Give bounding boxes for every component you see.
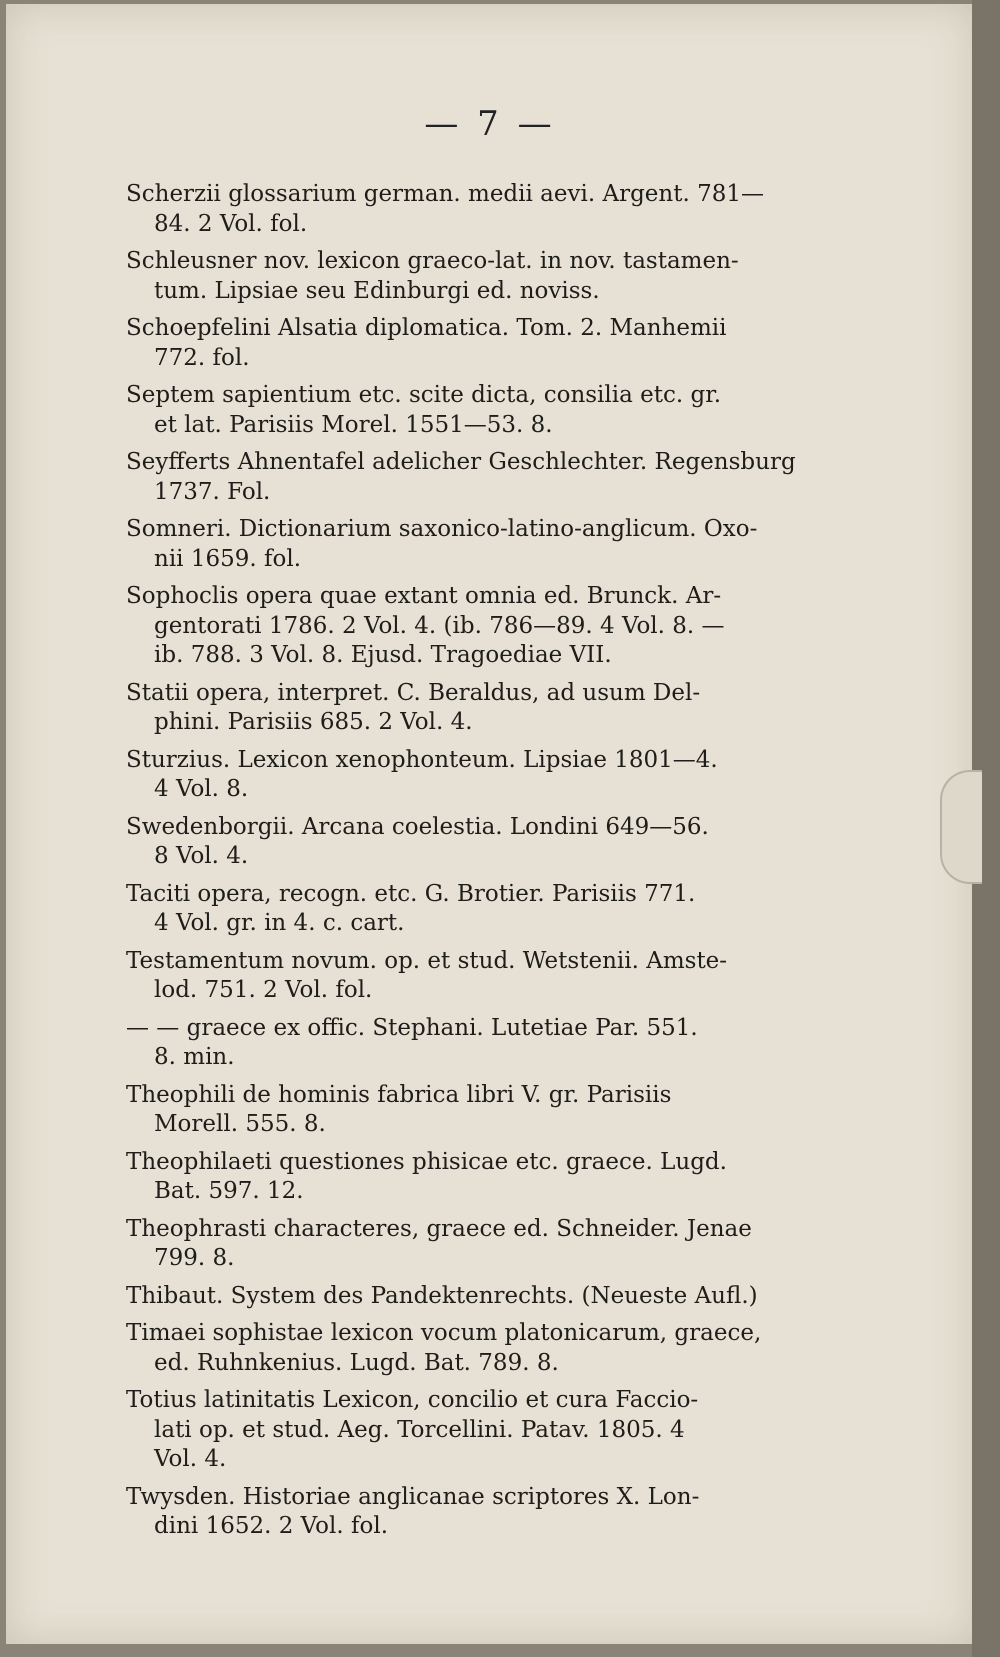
catalogue-entry: Twysden. Historiae anglicanae scriptores X. Lon- dini 1652. 2 Vol. fol. — [126, 1483, 700, 1539]
catalogue-entry: Somneri. Dictionarium saxonico-latino-anglicum. Oxo- nii 1659. fol. — [126, 516, 758, 572]
catalogue-entry: Taciti opera, recogn. etc. G. Brotier. Parisiis 771. 4 Vol. gr. in 4. c. cart. — [126, 880, 696, 936]
page-number: — 7 — — [424, 104, 556, 144]
catalogue-entry: Scherzii glossarium german. medii aevi. Argent. 781— 84. 2 Vol. fol. — [126, 181, 764, 237]
catalogue-entry: Swedenborgii. Arcana coelestia. Londini 649—56. 8 Vol. 4. — [126, 813, 709, 869]
catalogue-entry: — — graece ex offic. Stephani. Lutetiae Par. 551. 8. min. — [126, 1014, 698, 1070]
catalogue-entry: Theophili de hominis fabrica libri V. gr. Parisiis Morell. 555. 8. — [126, 1081, 672, 1137]
catalogue-entry: Thibaut. System des Pandektenrechts. (Neueste Aufl.) — [126, 1282, 758, 1309]
catalogue-entry: Theophilaeti questiones phisicae etc. graece. Lugd. Bat. 597. 12. — [126, 1148, 727, 1204]
catalogue-entries — [126, 180, 878, 1550]
catalogue-entry: Statii opera, interpret. C. Beraldus, ad usum Del- phini. Parisiis 685. 2 Vol. 4. — [126, 679, 701, 735]
catalogue-entry: Septem sapientium etc. scite dicta, consilia etc. gr. et lat. Parisiis Morel. 1551—53. 8. — [126, 382, 722, 438]
catalogue-entry: Theophrasti characteres, graece ed. Schneider. Jenae 799. 8. — [126, 1215, 752, 1271]
catalogue-entry: Totius latinitatis Lexicon, concilio et cura Faccio- lati op. et stud. Aeg. Torcellini. Patav. 1805. 4 Vol. 4. — [126, 1387, 699, 1472]
catalogue-entry: Sturzius. Lexicon xenophonteum. Lipsiae 1801—4. 4 Vol. 8. — [126, 746, 718, 802]
catalogue-entry: Sophoclis opera quae extant omnia ed. Brunck. Ar- gentorati 1786. 2 Vol. 4. (ib. 786—89. 4 Vol. 8. — ib. 788. 3 Vol. 8. Ejusd. Tragoediae VII. — [126, 583, 725, 668]
page-tab-marker — [940, 770, 982, 884]
catalogue-entry: Seyfferts Ahnentafel adelicher Geschlechter. Regensburg 1737. Fol. — [126, 449, 796, 505]
catalogue-entry: Schleusner nov. lexicon graeco-lat. in nov. tastamen- tum. Lipsiae seu Edinburgi ed. noviss. — [126, 248, 739, 304]
catalogue-entry: Testamentum novum. op. et stud. Wetstenii. Amste- lod. 751. 2 Vol. fol. — [126, 947, 728, 1003]
catalogue-entry: Timaei sophistae lexicon vocum platonicarum, graece, ed. Ruhnkenius. Lugd. Bat. 789. 8. — [126, 1320, 762, 1376]
catalogue-entry: Schoepfelini Alsatia diplomatica. Tom. 2. Manhemii 772. fol. — [126, 315, 727, 371]
book-page — [6, 4, 974, 1644]
